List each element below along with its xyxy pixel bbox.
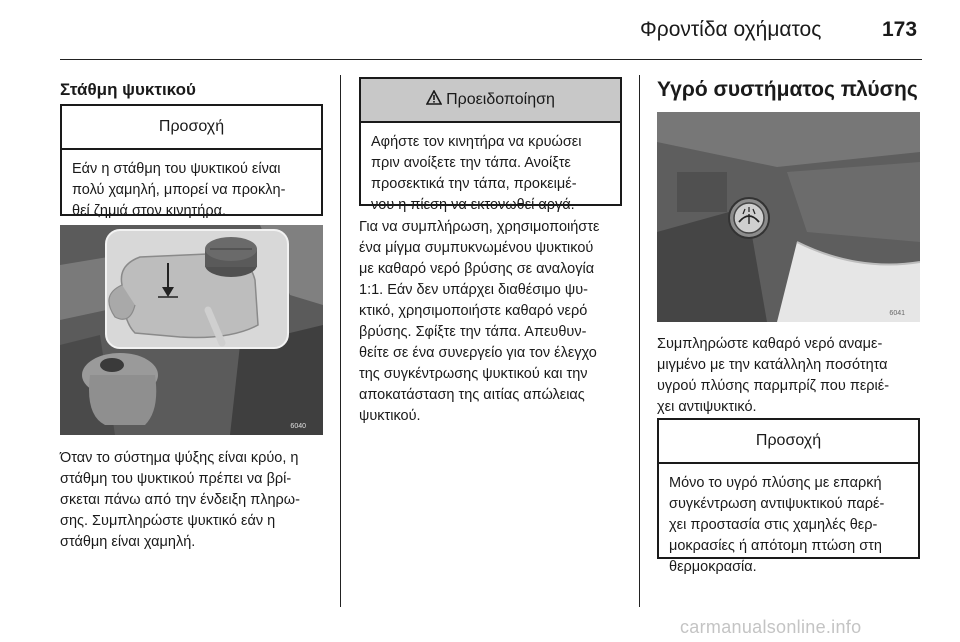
caution-box-washer: [657, 418, 920, 575]
paragraph-line: Συμπληρώστε καθαρό νερό αναμε-: [657, 336, 883, 352]
caution-line: συγκέντρωση αντιψυκτικού παρέ-: [669, 496, 885, 512]
paragraph-line: θείτε σε ένα συνεργείο για τον έλεγχο: [359, 345, 597, 361]
paragraph-line: χει αντιψυκτικό.: [657, 399, 757, 415]
caution-box-text: [659, 464, 918, 578]
paragraph-line: μιγμένο με την κατάλληλη ποσότητα: [657, 357, 888, 373]
caution-box-title: Προσοχή: [62, 106, 321, 150]
paragraph-line: με καθαρό νερό βρύσης σε αναλογία: [359, 261, 595, 277]
warning-line: νου η πίεση να εκτονωθεί αργά.: [371, 197, 575, 213]
paragraph-line: υγρού πλύσης παρμπρίζ που περιέ-: [657, 378, 890, 394]
column-divider-right: [639, 75, 640, 607]
caution-box-title: Προσοχή: [659, 420, 918, 464]
section-title: Φροντίδα οχήματος: [640, 18, 822, 41]
warning-line: προσεκτικά την τάπα, προκειμέ-: [371, 176, 577, 192]
paragraph-line: Για να συμπλήρωση, χρησιμοποιήστε: [359, 219, 600, 235]
image-number: 6040: [290, 423, 306, 430]
warning-box-text: [361, 123, 620, 216]
caution-line: μοκρασίες ή απότομη πτώση στη: [669, 538, 882, 554]
caution-line: θερμοκρασία.: [669, 559, 757, 575]
warning-box: [359, 77, 622, 213]
paragraph-line: ένα μίγμα συμπυκνωμένου ψυκτικού: [359, 240, 594, 256]
coolant-reservoir-photo: [60, 225, 323, 435]
paragraph-line: βρύσης. Σφίξτε την τάπα. Απευθυν-: [359, 324, 587, 340]
washer-reservoir-photo: [657, 112, 920, 322]
paragraph-line: 1:1. Εάν δεν υπάρχει διαθέσιμο ψυ-: [359, 282, 588, 298]
watermark: carmanualsonline.info: [680, 617, 862, 637]
paragraph-line: στάθμη του ψυκτικού πρέπει να βρί-: [60, 471, 292, 487]
caution-line: πολύ χαμηλή, μπορεί να προκλη-: [72, 182, 286, 198]
header-rule: [60, 59, 922, 60]
washer-fluid-heading: Υγρό συστήματος πλύσης: [657, 78, 918, 101]
refill-paragraph: [359, 217, 599, 427]
paragraph-line: ψυκτικού.: [359, 408, 421, 424]
paragraph-line: σης. Συμπληρώστε ψυκτικό εάν η: [60, 513, 276, 529]
caution-line: Εάν η στάθμη του ψυκτικού είναι: [72, 161, 281, 177]
coolant-level-heading: Στάθμη ψυκτικού: [60, 80, 196, 99]
page-number: 173: [882, 18, 918, 41]
warning-triangle-icon: [426, 90, 442, 110]
image-number: 6041: [889, 310, 905, 317]
paragraph-line: αποκατάσταση της αιτίας απώλειας: [359, 387, 585, 403]
column-divider-left: [340, 75, 341, 607]
paragraph-line: κτικό, χρησιμοποιήστε καθαρό νερό: [359, 303, 588, 319]
paragraph-line: της συγκέντρωσης ψυκτικού και την: [359, 366, 588, 382]
caution-box-text: [62, 150, 321, 222]
paragraph-line: στάθμη είναι χαμηλή.: [60, 534, 196, 550]
warning-line: πριν ανοίξετε την τάπα. Ανοίξτε: [371, 155, 571, 171]
warning-box-title: Προειδοποίηση: [446, 91, 555, 108]
caution-line: χει προστασία στις χαμηλές θερ-: [669, 517, 878, 533]
caution-box-coolant: [60, 104, 323, 219]
coolant-paragraph: [60, 448, 300, 553]
warning-box-header: [361, 79, 620, 123]
washer-paragraph: [657, 334, 889, 418]
caution-line: Μόνο το υγρό πλύσης με επαρκή: [669, 475, 882, 491]
caution-line: θεί ζημιά στον κινητήρα.: [72, 203, 227, 219]
paragraph-line: σκεται πάνω από την ένδειξη πληρω-: [60, 492, 300, 508]
warning-line: Αφήστε τον κινητήρα να κρυώσει: [371, 134, 582, 150]
paragraph-line: Όταν το σύστημα ψύξης είναι κρύο, η: [60, 450, 299, 466]
